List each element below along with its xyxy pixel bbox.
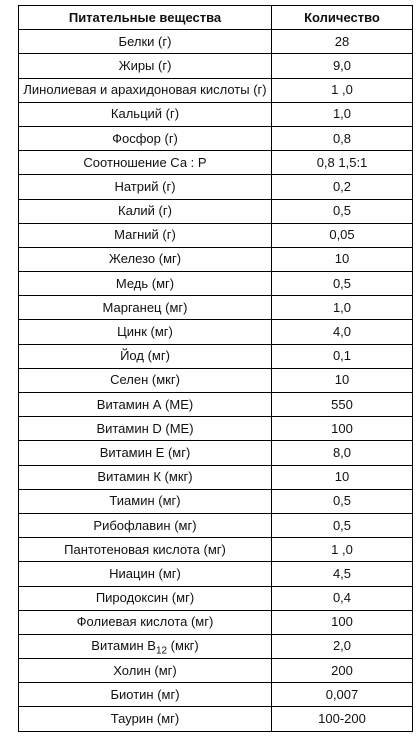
nutrient-name: Линолиевая и арахидоновая кислоты (г) — [19, 78, 272, 102]
nutrient-amount: 10 — [272, 247, 413, 271]
nutrient-amount: 8,0 — [272, 441, 413, 465]
table-row — [19, 465, 413, 489]
table-body — [19, 30, 413, 731]
nutrient-amount: 0,1 — [272, 344, 413, 368]
table-row — [19, 126, 413, 150]
nutrient-amount: 28 — [272, 30, 413, 54]
nutrient-table — [18, 5, 413, 732]
nutrient-name: Селен (мкг) — [19, 368, 272, 392]
nutrient-name: Витамин К (мкг) — [19, 465, 272, 489]
table-row — [19, 538, 413, 562]
nutrient-name: Витамин А (МЕ) — [19, 393, 272, 417]
nutrient-name: Калий (г) — [19, 199, 272, 223]
nutrient-amount: 0,5 — [272, 489, 413, 513]
header-row — [19, 6, 413, 30]
table-row — [19, 320, 413, 344]
nutrient-amount: 10 — [272, 368, 413, 392]
table-row — [19, 247, 413, 271]
nutrient-amount: 4,0 — [272, 320, 413, 344]
table-row — [19, 634, 413, 658]
nutrient-name: Биотин (мг) — [19, 683, 272, 707]
table-row — [19, 562, 413, 586]
nutrient-name-subscript: 12 — [155, 646, 168, 658]
table-row — [19, 296, 413, 320]
nutrient-amount: 0,05 — [272, 223, 413, 247]
table-row — [19, 272, 413, 296]
nutrient-name: Рибофлавин (мг) — [19, 513, 272, 537]
table-row — [19, 683, 413, 707]
nutrient-name: Тиамин (мг) — [19, 489, 272, 513]
table-row — [19, 489, 413, 513]
nutrient-name: Цинк (мг) — [19, 320, 272, 344]
nutrient-name: Соотношение Са : Р — [19, 151, 272, 175]
table-row — [19, 54, 413, 78]
nutrient-name: Натрий (г) — [19, 175, 272, 199]
nutrient-amount: 1,0 — [272, 102, 413, 126]
nutrient-name: Марганец (мг) — [19, 296, 272, 320]
nutrient-name-unit: (мкг) — [167, 638, 199, 654]
table-row — [19, 417, 413, 441]
table-row — [19, 707, 413, 731]
nutrient-amount: 0,5 — [272, 272, 413, 296]
nutrient-name: Фосфор (г) — [19, 126, 272, 150]
table-row — [19, 175, 413, 199]
header-nutrient: Питательные вещества — [19, 6, 272, 30]
table-row — [19, 393, 413, 417]
nutrient-amount: 0,8 — [272, 126, 413, 150]
nutrient-name-text: Витамин В — [91, 638, 156, 654]
nutrient-amount: 1,0 — [272, 296, 413, 320]
table-row — [19, 199, 413, 223]
nutrient-name: Магний (г) — [19, 223, 272, 247]
nutrient-amount: 1 ,0 — [272, 538, 413, 562]
nutrient-name — [19, 634, 272, 658]
header-amount: Количество — [272, 6, 413, 30]
nutrient-name: Холин (мг) — [19, 659, 272, 683]
nutrient-name: Таурин (мг) — [19, 707, 272, 731]
nutrient-amount: 9,0 — [272, 54, 413, 78]
nutrient-amount: 2,0 — [272, 634, 413, 658]
nutrient-amount: 0,007 — [272, 683, 413, 707]
nutrient-amount: 200 — [272, 659, 413, 683]
nutrient-name: Железо (мг) — [19, 247, 272, 271]
nutrient-name: Пантотеновая кислота (мг) — [19, 538, 272, 562]
table-row — [19, 610, 413, 634]
table-row — [19, 659, 413, 683]
nutrient-name: Медь (мг) — [19, 272, 272, 296]
table-row — [19, 586, 413, 610]
nutrient-amount: 4,5 — [272, 562, 413, 586]
nutrient-name: Пиродоксин (мг) — [19, 586, 272, 610]
table-row — [19, 368, 413, 392]
table-row — [19, 78, 413, 102]
nutrient-amount: 100 — [272, 610, 413, 634]
nutrient-name: Жиры (г) — [19, 54, 272, 78]
nutrient-amount: 10 — [272, 465, 413, 489]
nutrient-name: Белки (г) — [19, 30, 272, 54]
nutrient-amount: 0,5 — [272, 199, 413, 223]
table-row — [19, 441, 413, 465]
nutrient-amount: 1 ,0 — [272, 78, 413, 102]
table-row — [19, 30, 413, 54]
nutrient-name: Йод (мг) — [19, 344, 272, 368]
nutrient-name: Витамин D (МЕ) — [19, 417, 272, 441]
table-row — [19, 151, 413, 175]
nutrient-amount: 0,8 1,5:1 — [272, 151, 413, 175]
nutrient-name: Кальций (г) — [19, 102, 272, 126]
table-row — [19, 223, 413, 247]
table-row — [19, 513, 413, 537]
nutrient-amount: 0,4 — [272, 586, 413, 610]
nutrient-amount: 550 — [272, 393, 413, 417]
nutrient-amount: 100 — [272, 417, 413, 441]
nutrient-name: Фолиевая кислота (мг) — [19, 610, 272, 634]
table-row — [19, 102, 413, 126]
table-row — [19, 344, 413, 368]
nutrient-name: Ниацин (мг) — [19, 562, 272, 586]
nutrient-amount: 0,5 — [272, 513, 413, 537]
nutrient-amount: 100-200 — [272, 707, 413, 731]
nutrient-name: Витамин Е (мг) — [19, 441, 272, 465]
nutrient-amount: 0,2 — [272, 175, 413, 199]
